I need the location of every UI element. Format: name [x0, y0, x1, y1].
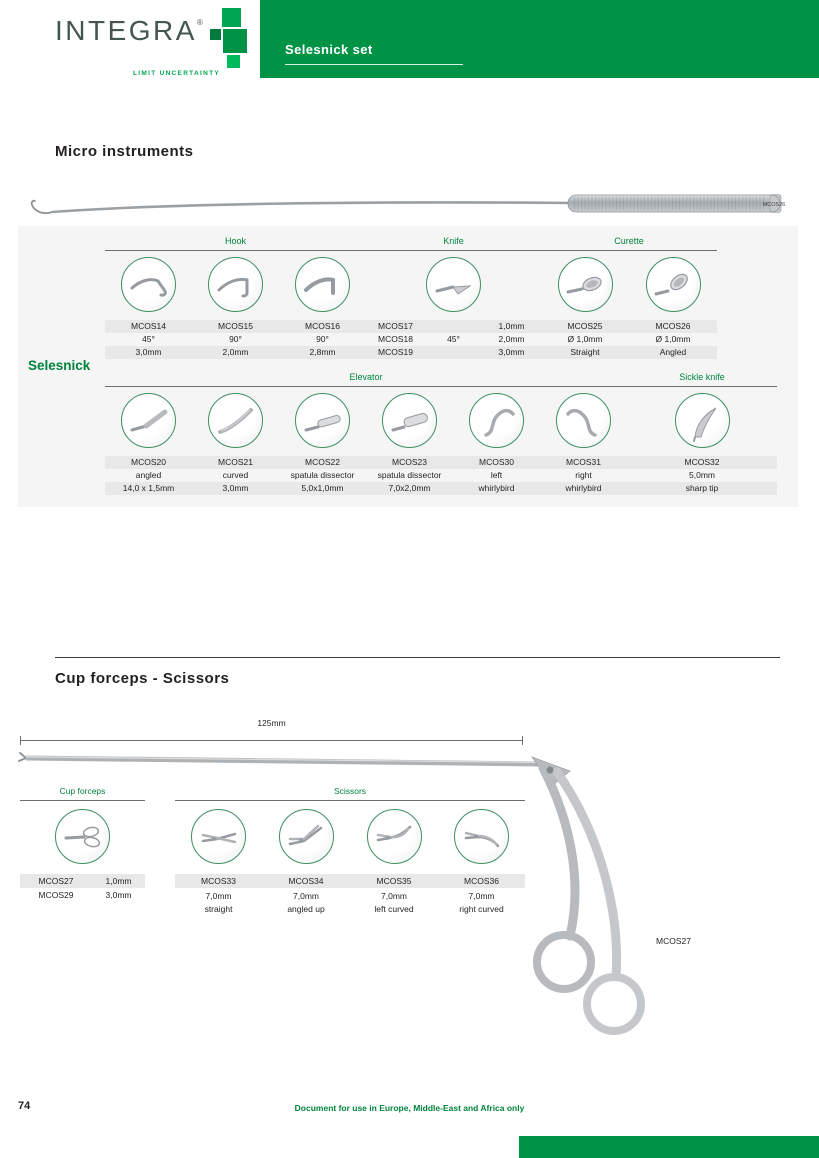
scissors-group: [175, 786, 525, 916]
product-spec: spatula dissector: [290, 470, 355, 480]
product-size: 3,0mm: [498, 347, 525, 357]
product-spec: 90°: [316, 334, 329, 344]
group-header-elevator: Elevator: [349, 372, 383, 382]
product-code: MCOS14: [131, 321, 166, 331]
product-spec: 45°: [447, 334, 460, 344]
group-header-scissors: Scissors: [333, 786, 367, 796]
hook-90-icon: [214, 263, 258, 307]
micro-instrument-image: [22, 183, 800, 229]
instrument-photo-circle: [646, 257, 701, 312]
product-size: 7,0x2,0mm: [388, 483, 431, 493]
product-size: 7,0mm: [468, 891, 495, 901]
integra-logo-mark-icon: [208, 8, 270, 70]
curette-angled-icon: [651, 263, 695, 307]
product-size: whirlybird: [565, 483, 602, 493]
instrument-photo-circle: [558, 257, 613, 312]
header-bar: [260, 0, 819, 78]
product-size: 2,8mm: [309, 347, 336, 357]
instrument-shaft: [52, 202, 570, 212]
product-code: MCOS19: [378, 347, 413, 357]
product-spec: Angled: [659, 347, 687, 357]
product-spec: Ø 1,0mm: [655, 334, 691, 344]
instrument-photo-circle: [426, 257, 481, 312]
product-spec: Ø 1,0mm: [567, 334, 603, 344]
forceps-jaw-tip: [19, 753, 26, 761]
spatula-dissector-wide-icon: [388, 399, 432, 443]
product-size: 1,0mm: [498, 321, 525, 331]
product-spec: spatula dissector: [377, 470, 442, 480]
handle-engraving: MCOS26: [762, 202, 786, 208]
product-spec: left curved: [374, 904, 414, 914]
instrument-photo-circle: [675, 393, 730, 448]
integra-logo: [55, 16, 285, 80]
group-header-curette: Curette: [614, 236, 644, 246]
micro-table-row2: [105, 372, 777, 495]
footer-bar: [519, 1136, 819, 1158]
cup-forceps-group: [20, 786, 145, 902]
instrument-photo-circle: [295, 393, 350, 448]
product-spec: angled up: [287, 904, 325, 914]
logo-tagline: LIMIT UNCERTAINTY: [133, 70, 220, 77]
forceps-length-label: 125mm: [257, 718, 286, 728]
page-header-title: Selesnick set: [285, 42, 373, 57]
instrument-photo-circle: [367, 809, 422, 864]
hook-90-wide-icon: [301, 263, 345, 307]
knife-icon: [432, 263, 476, 307]
curette-straight-icon: [563, 263, 607, 307]
header-rule: [105, 386, 777, 387]
group-header-cup-forceps: Cup forceps: [59, 786, 106, 796]
product-code: MCOS21: [218, 457, 253, 467]
spatula-dissector-narrow-icon: [301, 399, 345, 443]
product-code: MCOS36: [464, 875, 499, 886]
product-code: MCOS16: [305, 321, 340, 331]
product-size: 14,0 x 1,5mm: [122, 483, 175, 493]
product-code: MCOS34: [288, 875, 324, 886]
instrument-photo-circle: [121, 257, 176, 312]
product-code: MCOS27: [38, 875, 74, 886]
product-size: sharp tip: [685, 483, 719, 493]
group-header-knife: Knife: [443, 236, 464, 246]
integra-wordmark: INTEGRA: [55, 15, 197, 46]
product-code: MCOS15: [218, 321, 253, 331]
product-spec: curved: [222, 470, 249, 480]
product-code: MCOS22: [305, 457, 340, 467]
whirlybird-left-icon: [475, 399, 519, 443]
group-header-hook: Hook: [224, 236, 246, 246]
page-number: 74: [18, 1100, 31, 1112]
product-spec: straight: [204, 904, 233, 914]
product-size: 2,0mm: [498, 334, 525, 344]
instrument-handle: [568, 195, 780, 212]
instrument-photo-circle: [382, 393, 437, 448]
header-rule: [20, 800, 145, 801]
product-code: MCOS32: [684, 457, 720, 467]
product-size: 3,0mm: [135, 347, 162, 357]
product-spec: right: [575, 470, 592, 480]
product-size: 1,0mm: [105, 875, 132, 886]
product-spec: 90°: [229, 334, 242, 344]
product-code: MCOS23: [392, 457, 427, 467]
product-size: whirlybird: [478, 483, 515, 493]
header-underline: [285, 64, 463, 65]
micro-table-row1: [105, 236, 717, 359]
group-header-sickle-knife: Sickle knife: [679, 372, 725, 382]
instrument-photo-circle: [208, 393, 263, 448]
product-spec: Straight: [570, 347, 600, 357]
instrument-photo-circle: [191, 809, 246, 864]
product-size: 7,0mm: [205, 891, 232, 901]
forceps-instrument-code-label: MCOS27: [656, 936, 691, 946]
instrument-photo-circle: [208, 257, 263, 312]
registered-mark: ®: [196, 18, 203, 27]
scissors-left-curved-icon: [372, 815, 416, 859]
footer-note: Document for use in Europe, Middle-East and Africa only: [294, 1103, 525, 1113]
instrument-photo-circle: [556, 393, 611, 448]
product-code: MCOS18: [378, 334, 413, 344]
header-rule: [175, 800, 525, 801]
product-code: MCOS30: [479, 457, 514, 467]
micro-instruments-title: Micro instruments: [55, 143, 194, 160]
sickle-knife-icon: [680, 399, 724, 443]
instrument-photo-circle: [295, 257, 350, 312]
product-code: MCOS29: [38, 889, 74, 900]
product-spec: angled: [135, 470, 162, 480]
elevator-angled-icon: [127, 399, 171, 443]
product-size: 2,0mm: [222, 347, 249, 357]
instrument-photo-circle: [121, 393, 176, 448]
header-rule: [105, 250, 717, 251]
product-code: MCOS17: [378, 321, 413, 331]
elevator-curved-icon: [214, 399, 258, 443]
product-size: 7,0mm: [293, 891, 319, 901]
instrument-photo-circle: [55, 809, 110, 864]
scissors-right-curved-icon: [460, 815, 504, 859]
scissors-angled-up-icon: [284, 815, 328, 859]
product-code: MCOS26: [655, 321, 691, 331]
product-spec: 5,0mm: [689, 470, 715, 480]
product-spec: right curved: [459, 904, 504, 914]
instrument-photo-circle: [469, 393, 524, 448]
dimension-line: [20, 740, 523, 741]
product-spec: 45°: [142, 334, 155, 344]
scissors-straight-icon: [197, 815, 241, 859]
product-size: 3,0mm: [222, 483, 249, 493]
product-size: 3,0mm: [105, 889, 132, 900]
micro-table-panel: [18, 226, 798, 507]
product-code: MCOS33: [201, 875, 236, 886]
forceps-finger-ring-lower: [587, 977, 641, 1031]
hook-45-icon: [127, 263, 171, 307]
product-size: 5,0x1,0mm: [301, 483, 344, 493]
forceps-pivot-screw: [547, 767, 554, 774]
product-code: MCOS35: [376, 875, 412, 886]
whirlybird-right-icon: [562, 399, 606, 443]
selesnick-side-label: Selesnick: [28, 358, 91, 373]
product-code: MCOS25: [567, 321, 603, 331]
instrument-photo-circle: [279, 809, 334, 864]
cup-forceps-scissors-title: Cup forceps - Scissors: [55, 670, 230, 687]
cup-forceps-icon: [61, 815, 105, 859]
instrument-photo-circle: [454, 809, 509, 864]
product-code: MCOS31: [566, 457, 601, 467]
forceps-finger-ring-upper: [537, 935, 591, 989]
product-code: MCOS20: [131, 457, 166, 467]
product-size: 7,0mm: [381, 891, 407, 901]
section-divider: [55, 657, 780, 658]
product-spec: left: [490, 470, 503, 480]
hook-tip: [32, 201, 52, 213]
